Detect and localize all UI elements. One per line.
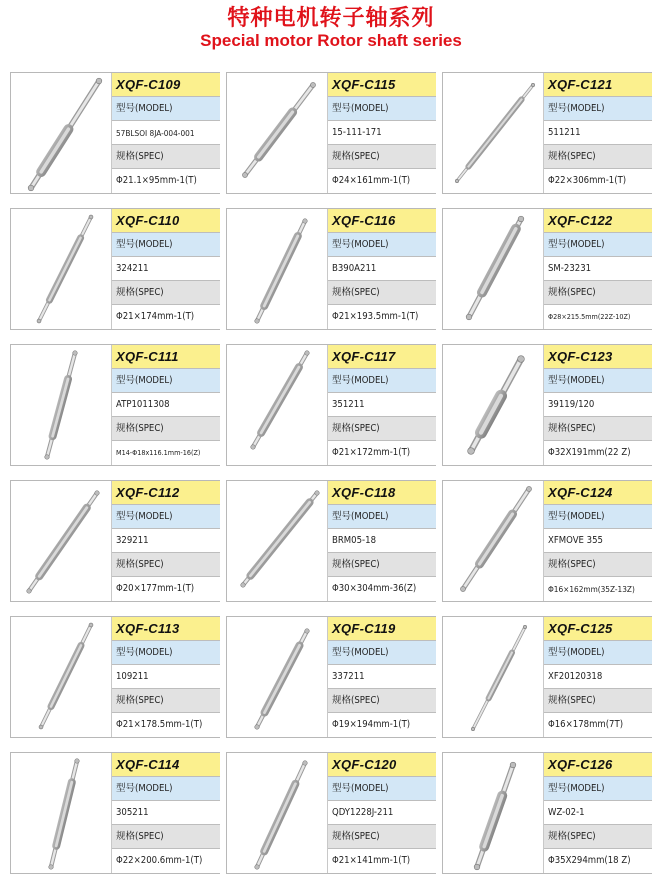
model-label: 型号(MODEL): [112, 233, 220, 257]
rotor-shaft-icon: [227, 345, 327, 465]
rotor-shaft-icon: [227, 617, 327, 737]
rotor-shaft-icon: [11, 345, 111, 465]
spec-value: Φ21×178.5mm-1(T): [112, 713, 220, 737]
product-card: [226, 616, 436, 738]
model-label: 型号(MODEL): [112, 777, 220, 801]
model-value: 15-111-171: [328, 121, 436, 145]
product-card: [10, 616, 220, 738]
product-card: [442, 72, 652, 194]
rotor-shaft-image: [227, 481, 327, 601]
model-value: XFMOVE 355: [544, 529, 652, 553]
rotor-shaft-image: [443, 73, 543, 193]
spec-value: Φ21×141mm-1(T): [328, 849, 436, 873]
rotor-shaft-icon: [227, 73, 327, 193]
product-info-table: [327, 209, 436, 329]
rotor-shaft-image: [443, 753, 543, 873]
product-card: [226, 72, 436, 194]
product-card: [442, 616, 652, 738]
product-info-table: [327, 753, 436, 873]
rotor-shaft-icon: [443, 617, 543, 737]
model-value: 329211: [112, 529, 220, 553]
product-info-table: [543, 73, 652, 193]
rotor-shaft-image: [11, 345, 111, 465]
product-card: [10, 752, 220, 874]
rotor-shaft-image: [443, 345, 543, 465]
model-value: 39119/120: [544, 393, 652, 417]
spec-label: 规格(SPEC): [328, 417, 436, 441]
product-code: XQF-C125: [544, 617, 652, 641]
model-value: B390A211: [328, 257, 436, 281]
model-label: 型号(MODEL): [328, 233, 436, 257]
product-code: XQF-C121: [544, 73, 652, 97]
spec-label: 规格(SPEC): [544, 689, 652, 713]
rotor-shaft-image: [227, 209, 327, 329]
product-grid: [10, 72, 652, 884]
product-card: [10, 208, 220, 330]
spec-value: Φ32X191mm(22 Z): [544, 441, 652, 465]
rotor-shaft-icon: [443, 209, 543, 329]
model-value: 337211: [328, 665, 436, 689]
rotor-shaft-icon: [227, 753, 327, 873]
model-label: 型号(MODEL): [328, 641, 436, 665]
spec-value: Φ19×194mm-1(T): [328, 713, 436, 737]
model-value: 305211: [112, 801, 220, 825]
product-code: XQF-C120: [328, 753, 436, 777]
rotor-shaft-icon: [443, 481, 543, 601]
product-code: XQF-C110: [112, 209, 220, 233]
model-label: 型号(MODEL): [112, 97, 220, 121]
product-info-table: [543, 209, 652, 329]
rotor-shaft-image: [11, 617, 111, 737]
product-info-table: [111, 753, 220, 873]
rotor-shaft-icon: [11, 209, 111, 329]
rotor-shaft-icon: [443, 345, 543, 465]
product-card: [226, 752, 436, 874]
model-label: 型号(MODEL): [112, 505, 220, 529]
rotor-shaft-icon: [227, 209, 327, 329]
product-card: [10, 344, 220, 466]
spec-label: 规格(SPEC): [112, 689, 220, 713]
spec-label: 规格(SPEC): [544, 281, 652, 305]
model-value: XF20120318: [544, 665, 652, 689]
model-label: 型号(MODEL): [328, 97, 436, 121]
product-card: [226, 480, 436, 602]
rotor-shaft-image: [227, 73, 327, 193]
model-label: 型号(MODEL): [112, 369, 220, 393]
spec-label: 规格(SPEC): [544, 145, 652, 169]
model-label: 型号(MODEL): [544, 233, 652, 257]
rotor-shaft-icon: [11, 617, 111, 737]
model-value: 511211: [544, 121, 652, 145]
page-title-chinese: 特种电机转子轴系列: [227, 6, 435, 31]
spec-value: Φ20×177mm-1(T): [112, 577, 220, 601]
rotor-shaft-image: [11, 753, 111, 873]
model-label: 型号(MODEL): [544, 505, 652, 529]
spec-value: Φ16×178mm(7T): [544, 713, 652, 737]
product-code: XQF-C111: [112, 345, 220, 369]
spec-value: M14-Φ18x116.1mm-16(Z): [112, 441, 220, 465]
rotor-shaft-icon: [443, 73, 543, 193]
spec-value: Φ28×215.5mm(22Z-10Z): [544, 305, 652, 329]
product-info-table: [111, 345, 220, 465]
spec-value: Φ16×162mm(35Z-13Z): [544, 577, 652, 601]
spec-value: Φ21×193.5mm-1(T): [328, 305, 436, 329]
model-value: QDY1228J-211: [328, 801, 436, 825]
product-info-table: [543, 345, 652, 465]
spec-label: 规格(SPEC): [112, 417, 220, 441]
spec-label: 规格(SPEC): [112, 825, 220, 849]
spec-value: Φ30×304mm-36(Z): [328, 577, 436, 601]
rotor-shaft-image: [11, 481, 111, 601]
product-code: XQF-C115: [328, 73, 436, 97]
spec-value: Φ22×306mm-1(T): [544, 169, 652, 193]
spec-label: 规格(SPEC): [544, 553, 652, 577]
spec-label: 规格(SPEC): [328, 825, 436, 849]
product-code: XQF-C126: [544, 753, 652, 777]
model-label: 型号(MODEL): [544, 777, 652, 801]
model-value: 351211: [328, 393, 436, 417]
page-title-english: Special motor Rotor shaft series: [200, 31, 462, 50]
product-info-table: [327, 481, 436, 601]
spec-label: 规格(SPEC): [544, 417, 652, 441]
model-label: 型号(MODEL): [328, 505, 436, 529]
rotor-shaft-image: [443, 481, 543, 601]
model-label: 型号(MODEL): [328, 369, 436, 393]
spec-label: 规格(SPEC): [544, 825, 652, 849]
model-value: WZ-02-1: [544, 801, 652, 825]
product-info-table: [543, 753, 652, 873]
spec-label: 规格(SPEC): [112, 145, 220, 169]
rotor-shaft-icon: [443, 753, 543, 873]
rotor-shaft-image: [227, 345, 327, 465]
rotor-shaft-image: [11, 209, 111, 329]
spec-label: 规格(SPEC): [328, 553, 436, 577]
model-label: 型号(MODEL): [328, 777, 436, 801]
product-code: XQF-C112: [112, 481, 220, 505]
product-card: [10, 72, 220, 194]
model-value: ATP1011308: [112, 393, 220, 417]
spec-label: 规格(SPEC): [328, 689, 436, 713]
model-value: BRM05-18: [328, 529, 436, 553]
rotor-shaft-icon: [11, 73, 111, 193]
rotor-shaft-icon: [227, 481, 327, 601]
product-card: [442, 208, 652, 330]
spec-label: 规格(SPEC): [328, 145, 436, 169]
product-code: XQF-C124: [544, 481, 652, 505]
model-value: 109211: [112, 665, 220, 689]
model-value: SM-23231: [544, 257, 652, 281]
product-code: XQF-C123: [544, 345, 652, 369]
product-card: [226, 208, 436, 330]
model-label: 型号(MODEL): [544, 97, 652, 121]
product-info-table: [327, 73, 436, 193]
product-code: XQF-C109: [112, 73, 220, 97]
product-code: XQF-C117: [328, 345, 436, 369]
model-value: 57BLSOI 8JA-004-001: [112, 121, 220, 145]
rotor-shaft-image: [443, 209, 543, 329]
spec-value: Φ35X294mm(18 Z): [544, 849, 652, 873]
product-code: XQF-C119: [328, 617, 436, 641]
product-info-table: [327, 617, 436, 737]
spec-label: 规格(SPEC): [112, 281, 220, 305]
product-card: [226, 344, 436, 466]
rotor-shaft-image: [443, 617, 543, 737]
product-info-table: [543, 617, 652, 737]
product-card: [442, 480, 652, 602]
product-code: XQF-C118: [328, 481, 436, 505]
product-info-table: [111, 73, 220, 193]
product-info-table: [111, 209, 220, 329]
model-value: 324211: [112, 257, 220, 281]
product-code: XQF-C122: [544, 209, 652, 233]
rotor-shaft-image: [227, 617, 327, 737]
spec-label: 规格(SPEC): [328, 281, 436, 305]
spec-label: 规格(SPEC): [112, 553, 220, 577]
spec-value: Φ24×161mm-1(T): [328, 169, 436, 193]
product-info-table: [111, 481, 220, 601]
product-code: XQF-C116: [328, 209, 436, 233]
product-card: [442, 752, 652, 874]
spec-value: Φ21×174mm-1(T): [112, 305, 220, 329]
spec-value: Φ21×172mm-1(T): [328, 441, 436, 465]
product-card: [442, 344, 652, 466]
product-info-table: [543, 481, 652, 601]
rotor-shaft-icon: [11, 481, 111, 601]
spec-value: Φ22×200.6mm-1(T): [112, 849, 220, 873]
rotor-shaft-image: [11, 73, 111, 193]
product-code: XQF-C114: [112, 753, 220, 777]
model-label: 型号(MODEL): [112, 641, 220, 665]
spec-value: Φ21.1×95mm-1(T): [112, 169, 220, 193]
page-header: [0, 0, 662, 68]
rotor-shaft-icon: [11, 753, 111, 873]
model-label: 型号(MODEL): [544, 369, 652, 393]
model-label: 型号(MODEL): [544, 641, 652, 665]
product-info-table: [327, 345, 436, 465]
product-card: [10, 480, 220, 602]
rotor-shaft-image: [227, 753, 327, 873]
product-code: XQF-C113: [112, 617, 220, 641]
product-info-table: [111, 617, 220, 737]
